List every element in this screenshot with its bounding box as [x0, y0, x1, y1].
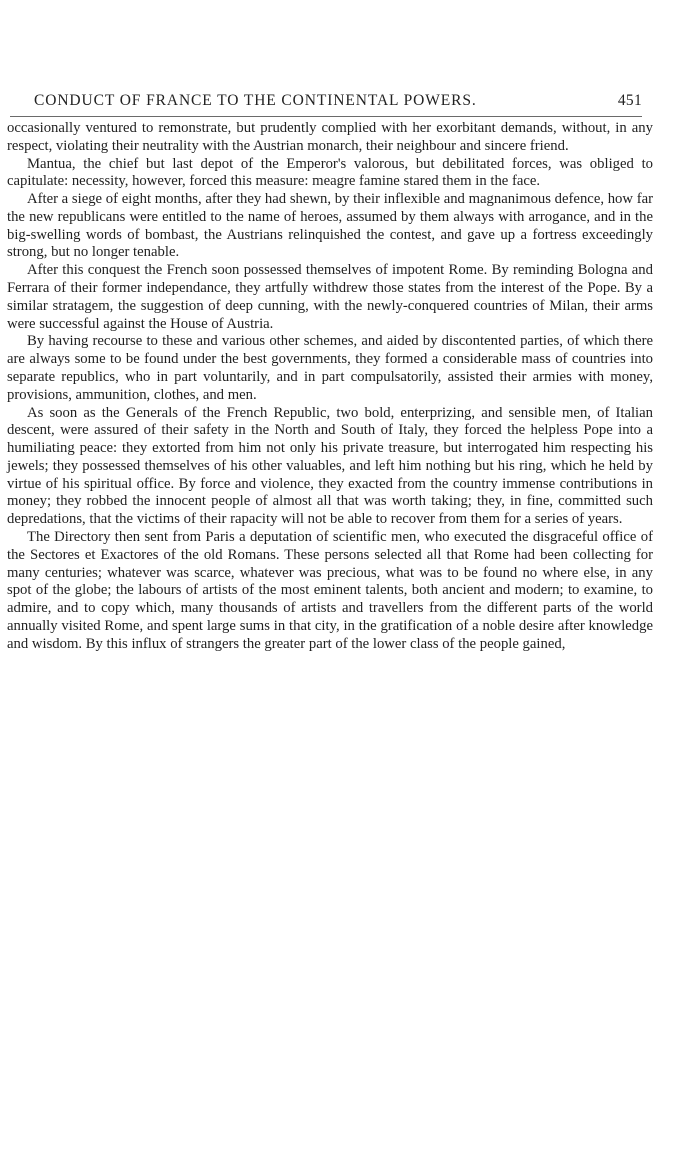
paragraph: The Directory then sent from Paris a deputation of scientific men, who executed the disgraceful office of the Sectores et Exactores of the old Romans. These persons selected all that Rome had been collecting for many centuries; whatever was scarce, whatever was precious, what was to be found no where else, in any spot of the globe; the labours of artists of the most eminent talents, both ancient and modern; to examine, to admire, and to copy which, many thousands of artists and travellers from the different parts of the world annually visited Rome, and spent large sums in that city, in the gratification of a noble desire after knowledge and wisdom. By this influx of strangers the greater part of the lower class of the people gained, [7, 528, 653, 652]
page-number: 451 [617, 92, 642, 109]
paragraph: Mantua, the chief but last depot of the Emperor's valorous, but debilitated forces, was obliged to capitulate: necessity, however, forced this measure: meagre famine stared them in the face. [7, 155, 653, 190]
running-title: CONDUCT OF FRANCE TO THE CONTINENTAL POWERS. [34, 92, 477, 109]
header-rule [10, 116, 642, 117]
paragraph: After this conquest the French soon possessed themselves of impotent Rome. By reminding Bologna and Ferrara of their former independance, they artfully withdrew those states from the interest of the Pope. By a similar stratagem, the suggestion of deep cunning, with the newly-conquered countries of Milan, their arms were successful against the House of Austria. [7, 262, 653, 332]
paragraph: occasionally ventured to remonstrate, but prudently complied with her exorbitant demands, without, in any respect, violating their neutrality with the Austrian monarch, their neighbour and sincere friend. [7, 120, 653, 154]
paragraph: After a siege of eight months, after they had shewn, by their inflexible and magnanimous defence, how far the new republicans were entitled to the name of heroes, assumed by them always with arrogance, and in the big-swelling words of bombast, the Austrians relinquished the contest, and gave up a fortress exceedingly strong, but no longer tenable. [7, 191, 653, 261]
paragraph: As soon as the Generals of the French Republic, two bold, enterprizing, and sensible men, of Italian descent, were assured of their safety in the North and South of Italy, they forced the helpless Pope into a humiliating peace: they extorted from him not only his private treasure, but interrogated him respecting his jewels; they possessed themselves of his other valuables, and left him nothing but his ring, which he held by virtue of his spiritual office. By force and violence, they exacted from the country immense contributions in money; they robbed the innocent people of almost all that was worth taking; they, in fine, committed such depredations, that the victims of their rapacity will not be able to recover from them for a series of years. [7, 404, 653, 528]
running-header [34, 92, 642, 114]
body-text [7, 120, 653, 653]
paragraph: By having recourse to these and various other schemes, and aided by discontented parties, of which there are always some to be found under the best governments, they formed a considerable mass of countries into separate republics, who in part voluntarily, and in part compulsatorily, assisted their armies with money, provisions, ammunition, clothes, and men. [7, 333, 653, 403]
